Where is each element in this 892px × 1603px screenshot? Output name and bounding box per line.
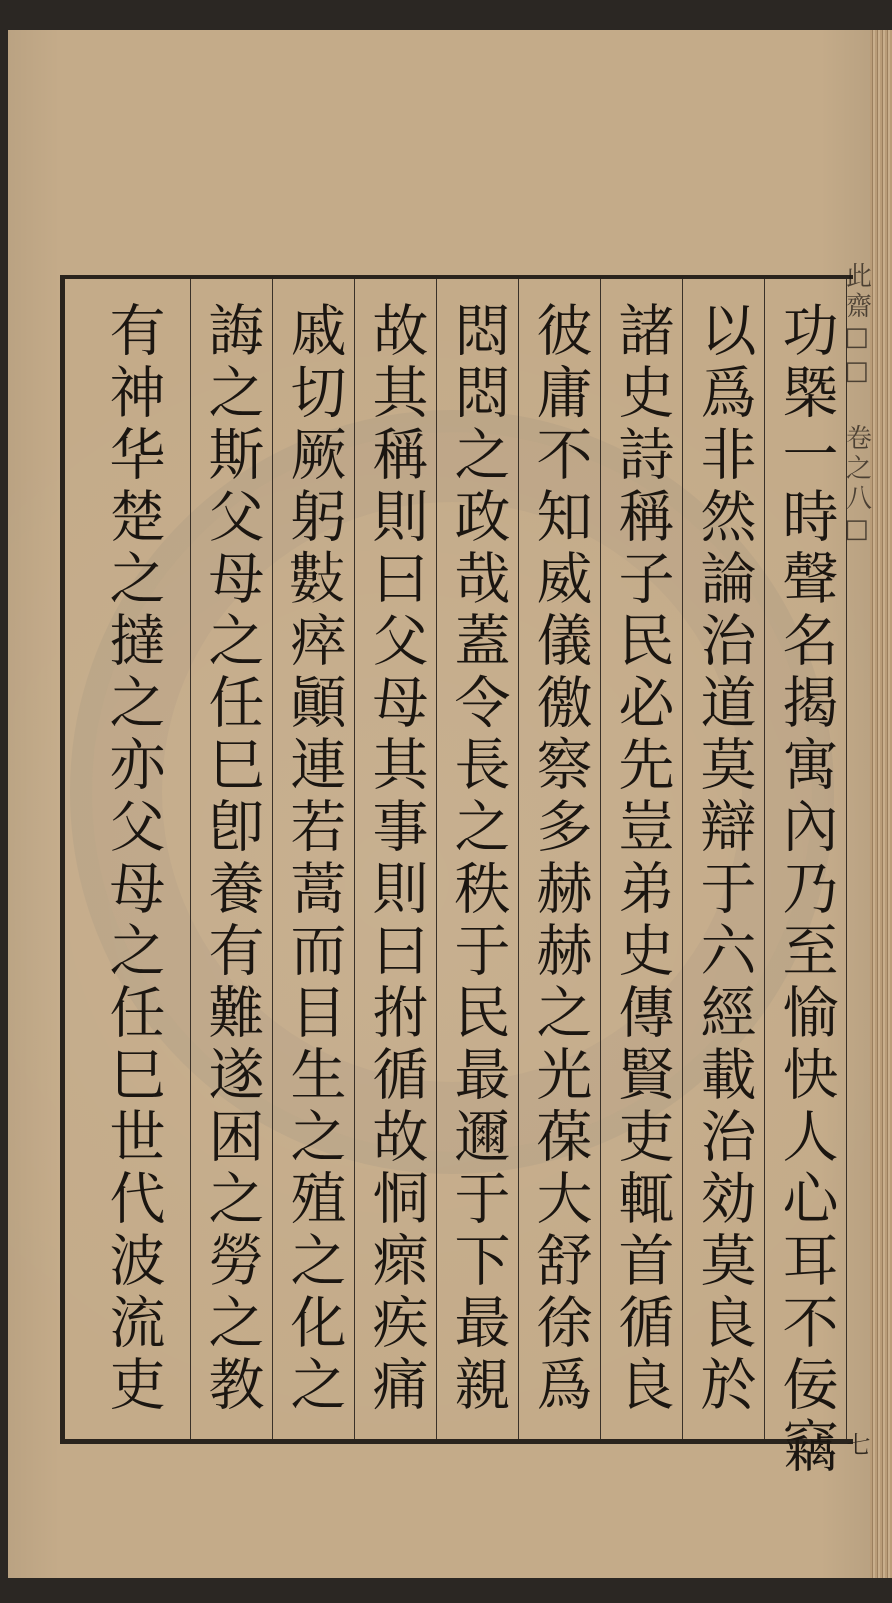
- text-column-5: [437, 279, 519, 1439]
- text-column-3: [601, 279, 683, 1439]
- page-number: 七: [842, 1432, 870, 1456]
- text-column-7: [273, 279, 355, 1439]
- text-frame: [60, 275, 853, 1479]
- text-column-8: [191, 279, 273, 1439]
- column-text: 故其稱則曰父母其事則曰拊循故恫瘝疾痛: [363, 301, 429, 1417]
- text-column-2: [683, 279, 765, 1439]
- column-text: 彼庸不知威儀徼察多赫赫之光葆大舒徐爲: [527, 301, 593, 1417]
- book-title-margin: 此齋□□ 卷之八□: [841, 262, 872, 548]
- text-column-9: [75, 279, 191, 1439]
- text-column-6: [355, 279, 437, 1439]
- column-text: 以爲非然論治道莫辯于六經載治効莫良於: [691, 301, 757, 1417]
- column-text: 諸史詩稱子民必先豈弟史傳賢吏輒首循良: [609, 301, 675, 1417]
- column-text: 誨之斯父母之任巳卽養有難遂困之勞之教: [199, 301, 265, 1417]
- text-column-4: [519, 279, 601, 1439]
- column-text: 悶悶之政哉蓋令長之秩于民最邇于下最親: [445, 301, 511, 1417]
- column-text: 有神华楚之撻之亦父母之任巳世代波流吏: [100, 301, 166, 1417]
- column-text: 戚切厥躬𢿘瘁顚連若蒿而目生之殖之化之: [281, 301, 347, 1417]
- page-margin-heading: [841, 262, 872, 1456]
- text-column-1: [765, 279, 847, 1479]
- column-text: 功槩一時聲名揭寓內乃至愉快人心耳不佞竊: [773, 301, 839, 1479]
